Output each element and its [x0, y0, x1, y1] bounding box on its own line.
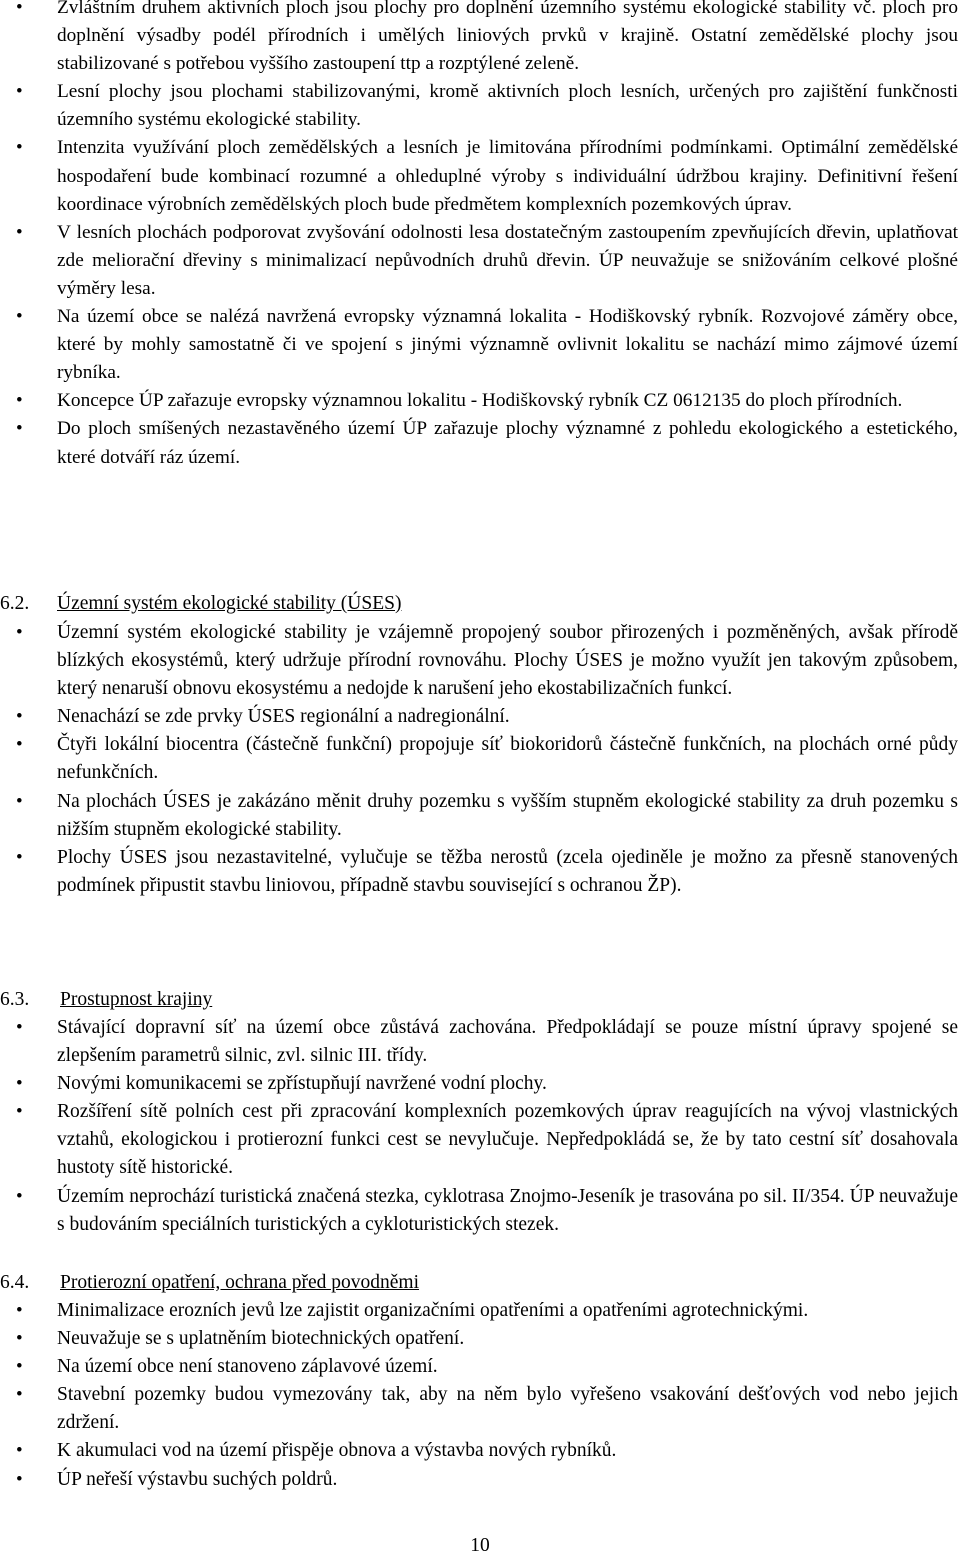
list-item: • Čtyři lokální biocentra (částečně funkční) propojuje síť biokoridorů částečně funkčních, na plochách orné půdy nefunkčních. — [0, 731, 960, 787]
list-item: • K akumulaci vod na území přispěje obnova a výstavba nových rybníků. — [0, 1437, 960, 1465]
section-title: Prostupnost krajiny — [60, 989, 213, 1010]
list-item: • Na území obce se nalézá navržená evropsky významná lokalita - Hodiškovský rybník. Rozvojové záměry obce, které by mohly samostatně či ve spojení s jinými významně ovlivnit lokalitu se nachází mimo zájmové území rybníka. — [0, 303, 960, 387]
list-item: • Koncepce ÚP zařazuje evropsky významnou lokalitu - Hodiškovský rybník CZ 0612135 do ploch přírodních. — [0, 387, 960, 415]
list-item: • Novými komunikacemi se zpřístupňují navržené vodní plochy. — [0, 1070, 960, 1098]
list-item: • Na plochách ÚSES je zakázáno měnit druhy pozemku s vyšším stupněm ekologické stability za druh pozemku s nižším stupněm ekologické stability. — [0, 788, 960, 844]
list-item: • ÚP neřeší výstavbu suchých poldrů. — [0, 1466, 960, 1494]
list-item: • Územní systém ekologické stability je vzájemně propojený soubor přirozených i pozměněných, avšak přírodě blízkých ekosystémů, který udržuje přírodní rovnováhu. Plochy ÚSES je možno využít jen takovým způsobem, který nenaruší obnovu ekosystému a nedojde k narušení jeho ekostabilizačních funkcí. — [0, 619, 960, 703]
section-title: Územní systém ekologické stability (ÚSES) — [57, 593, 402, 614]
list-item: • Plochy ÚSES jsou nezastavitelné, vylučuje se těžba nerostů (zcela ojediněle je možno za přesně stanovených podmínek připustit stavbu liniovou, případně stavbu související s ochranou ŽP). — [0, 844, 960, 900]
list-item: • Intenzita využívání ploch zemědělských a lesních je limitována přírodními podmínkami. Optimální zemědělské hospodaření bude kombinací rozumné a ohleduplné výroby s individuální údržbou krajiny. Definitivní řešení koordinace výrobních zemědělských ploch bude předmětem komplexních pozemkových úprav. — [0, 134, 960, 218]
list-item: • Nenachází se zde prvky ÚSES regionální a nadregionální. — [0, 703, 960, 731]
list-item: • Minimalizace erozních jevů lze zajistit organizačními opatřeními a opatřeními agrotechnickými. — [0, 1297, 960, 1325]
list-item: • Stávající dopravní síť na území obce zůstává zachována. Předpokládají se pouze místní úpravy spojené se zlepšením parametrů silnic, zvl. silnic III. třídy. — [0, 1014, 960, 1070]
list-item: • V lesních plochách podporovat zvyšování odolnosti lesa dostatečným zastoupením zpevňujících dřevin, uplatňovat zde meliorační dřeviny s minimalizací nepůvodních druhů dřevin. ÚP neuvažuje se snižováním celkové plošné výměry lesa. — [0, 219, 960, 303]
list-item: • Do ploch smíšených nezastavěného území ÚP zařazuje plochy významné z pohledu ekologického a estetického, které dotváří ráz území. — [0, 415, 960, 471]
page-number: 10 — [470, 1535, 490, 1556]
list-item: • Stavební pozemky budou vymezovány tak, aby na něm bylo vyřešeno vsakování dešťových vod nebo jejich zdržení. — [0, 1381, 960, 1437]
list-item: • Lesní plochy jsou plochami stabilizovanými, kromě aktivních ploch lesních, určených pro zajištění funkčnosti územního systému ekologické stability. — [0, 78, 960, 134]
section-number: 6.2. — [0, 593, 30, 614]
list-item: • Územím neprochází turistická značená stezka, cyklotrasa Znojmo-Jeseník je trasována po sil. II/354. ÚP neuvažuje s budováním speciálních turistických a cykloturistických stezek. — [0, 1183, 960, 1239]
intro-section — [0, 0, 960, 472]
section-6-2-body — [0, 619, 960, 900]
intro-bullet-list — [0, 0, 960, 472]
section-6-4-body — [0, 1297, 960, 1494]
section-number: 6.4. — [0, 1272, 30, 1293]
section-title: Protierozní opatření, ochrana před povodněmi — [60, 1272, 420, 1293]
section-bullet-list — [0, 619, 960, 900]
section-bullet-list — [0, 1014, 960, 1239]
list-item: • Na území obce není stanoveno záplavové území. — [0, 1353, 960, 1381]
section-bullet-list — [0, 1297, 960, 1494]
list-item: • Neuvažuje se s uplatněním biotechnických opatření. — [0, 1325, 960, 1353]
list-item: • Zvláštním druhem aktivních ploch jsou plochy pro doplnění územního systému ekologické stability vč. ploch pro doplnění výsadby podél přírodních i umělých liniových prvků v krajině. Ostatní zemědělské plochy jsou stabilizované s potřebou vyššího zastoupení ttp a rozptýlené zeleně. — [0, 0, 960, 78]
section-6-3-body — [0, 1014, 960, 1239]
list-item: • Rozšíření sítě polních cest při zpracování komplexních pozemkových úprav reagujících na vývoj vlastnických vztahů, ekologickou i protierozní funkci cest se nevylučuje. Nepředpokládá se, že by tato cestní síť dosahovala hustoty sítě historické. — [0, 1098, 960, 1182]
section-number: 6.3. — [0, 989, 30, 1010]
